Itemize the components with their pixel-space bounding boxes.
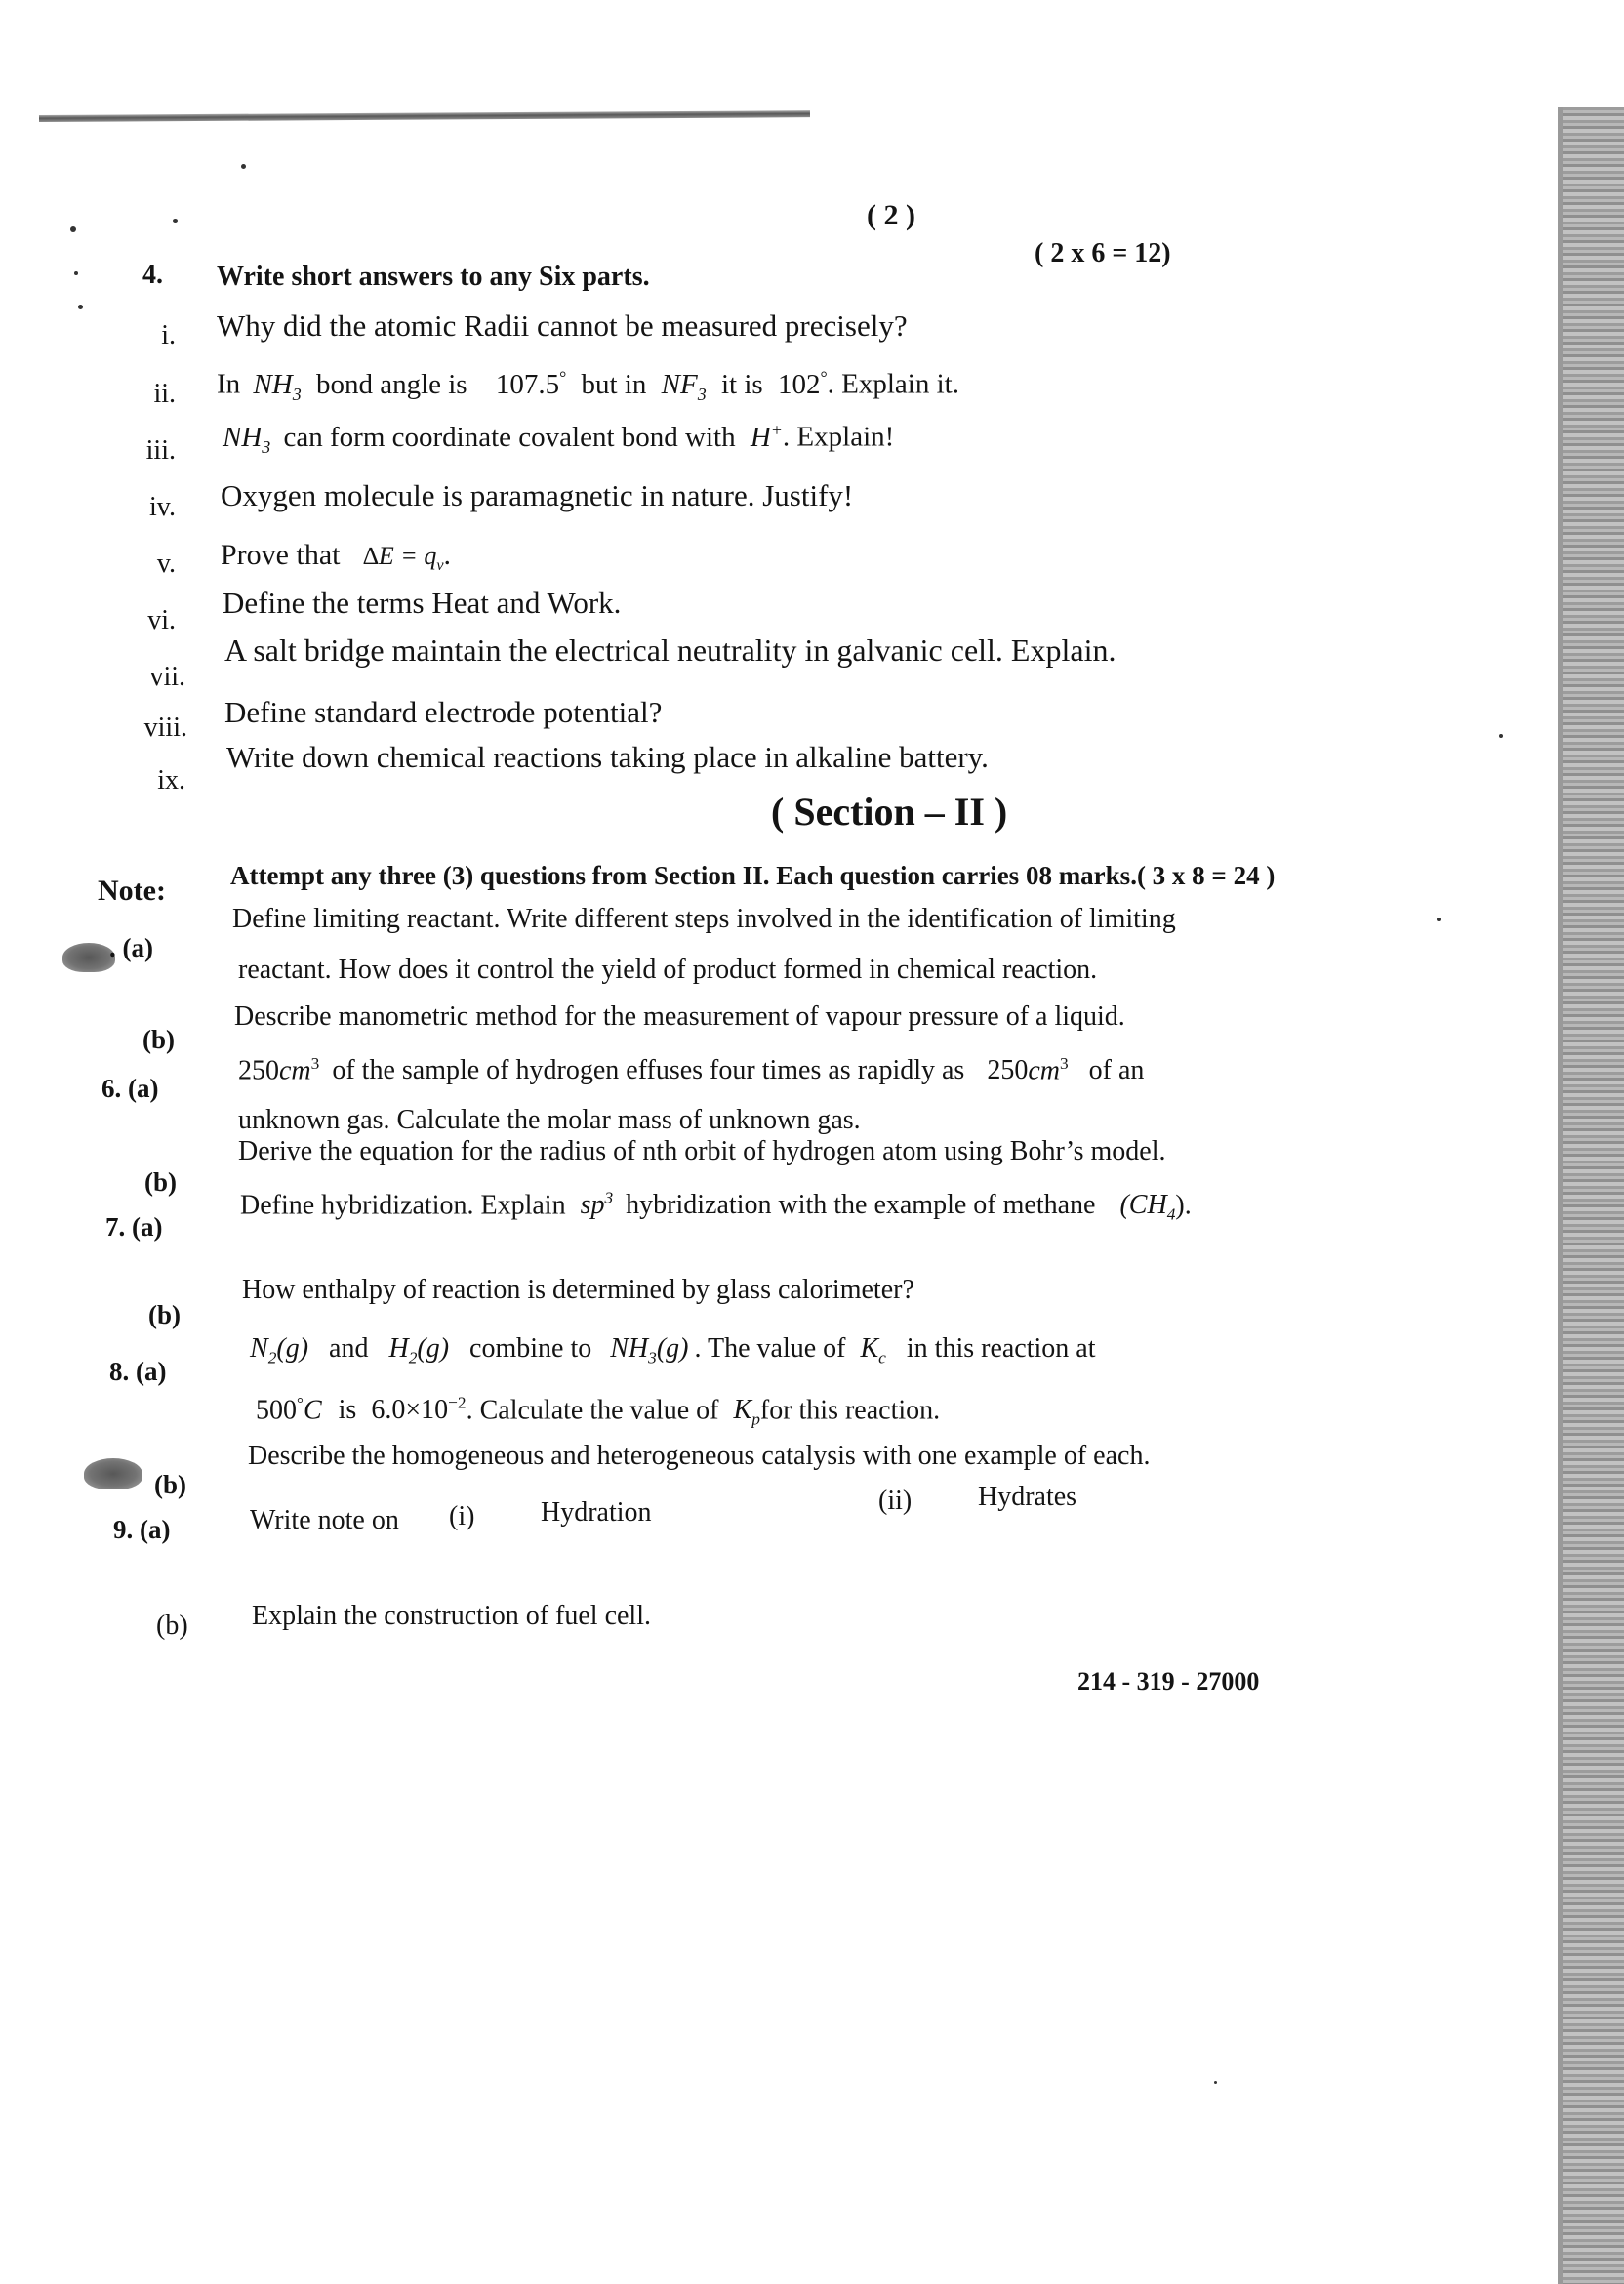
- speck: [78, 305, 83, 309]
- ink-blot: [84, 1458, 142, 1489]
- part-text: In $NH_3$ bond angle is 107.5° but in $NF_3$ it is 102°. Explain it.: [217, 367, 959, 404]
- q8a-line1: $N_2(g)$ and $H_2(g)$ combine to $NH_3(g)$ . The value of $K_c$ in this reaction at: [250, 1333, 1096, 1367]
- speck: [1499, 734, 1503, 738]
- q5a-line2: reactant. How does it control the yield of product formed in chemical reaction.: [238, 955, 1098, 985]
- part-number: iii.: [145, 435, 176, 466]
- q8b-label: (b): [154, 1470, 186, 1499]
- speck: [173, 219, 178, 223]
- part-number: vii.: [149, 662, 185, 692]
- scan-edge: [1563, 107, 1624, 2284]
- ink-blot: [62, 943, 115, 972]
- page-number: ( 2 ): [867, 199, 915, 231]
- section-title: ( Section – II ): [771, 790, 1008, 834]
- q6b-label: (b): [144, 1167, 177, 1197]
- part-text: Define the terms Heat and Work.: [223, 586, 622, 620]
- q5b-label: (b): [142, 1025, 175, 1054]
- q9a-i-label: (i): [449, 1501, 475, 1531]
- q8a-label: 8. (a): [109, 1357, 167, 1386]
- q6a-line2: unknown gas. Calculate the molar mass of unknown gas.: [238, 1105, 861, 1135]
- speck: [70, 226, 76, 232]
- q6a-line1: $250cm^3$ of the sample of hydrogen effuses four times as rapidly as $250cm^3$ of an: [238, 1054, 1145, 1086]
- part-number: ix.: [157, 765, 185, 795]
- question-number-4: 4.: [142, 260, 163, 290]
- part-number: viii.: [143, 713, 187, 743]
- speck: [1437, 918, 1441, 921]
- note-label: Note:: [98, 875, 166, 907]
- part-number: iv.: [149, 492, 176, 522]
- q4-marks: ( 2 x 6 = 12): [1035, 238, 1171, 268]
- note-text: Attempt any three (3) questions from Section II. Each question carries 08 marks.( 3 x 8 = 24 ): [230, 861, 1276, 890]
- part-number: vi.: [147, 605, 176, 635]
- q7a-label: 7. (a): [105, 1212, 163, 1242]
- q8b-text: Describe the homogeneous and heterogeneous catalysis with one example of each.: [248, 1441, 1151, 1471]
- q9a-text: Write note on: [250, 1505, 399, 1535]
- part-text: Oxygen molecule is paramagnetic in nature. Justify!: [221, 478, 854, 512]
- speck: [241, 164, 246, 169]
- q7a-text: Define hybridization. Explain $sp^3$ hybridization with the example of methane $(CH_4)$.: [240, 1189, 1192, 1224]
- q9b-text: Explain the construction of fuel cell.: [252, 1601, 651, 1631]
- part-number: ii.: [153, 379, 176, 409]
- speck: [1214, 2081, 1217, 2084]
- part-text: A salt bridge maintain the electrical neutrality in galvanic cell. Explain.: [224, 632, 1116, 668]
- part-text: Write down chemical reactions taking place in alkaline battery.: [226, 740, 989, 774]
- q9a-label: 9. (a): [113, 1515, 171, 1544]
- part-text: Define standard electrode potential?: [224, 695, 663, 729]
- q9a-i-text: Hydration: [541, 1497, 652, 1528]
- q4-instruction: Write short answers to any Six parts.: [217, 262, 650, 292]
- q6a-label: 6. (a): [102, 1074, 159, 1103]
- top-scan-rule: [39, 110, 810, 122]
- part-text: $NH_3$ can form coordinate covalent bond with H+. Explain!: [223, 420, 895, 457]
- part-text: Why did the atomic Radii cannot be measured precisely?: [217, 308, 908, 343]
- q7b-text: How enthalpy of reaction is determined by glass calorimeter?: [242, 1275, 914, 1305]
- q7b-label: (b): [148, 1300, 181, 1329]
- paper-code: 214 - 319 - 27000: [1077, 1667, 1260, 1695]
- part-number: i.: [161, 320, 176, 350]
- part-number: v.: [156, 549, 176, 579]
- speck: [74, 271, 78, 275]
- part-text: Prove that $\Delta E = q_v$.: [221, 539, 451, 575]
- q5a-label: . (a): [109, 933, 153, 962]
- q5b-text: Describe manometric method for the measurement of vapour pressure of a liquid.: [234, 1001, 1125, 1032]
- q9a-ii-label: (ii): [878, 1486, 913, 1516]
- q6b-text: Derive the equation for the radius of nth orbit of hydrogen atom using Bohr’s model.: [238, 1136, 1166, 1166]
- q9b-label: (b): [156, 1611, 188, 1641]
- q5a-line1: Define limiting reactant. Write different steps involved in the identification of limiting: [232, 904, 1176, 934]
- q8a-line2: 500°C is $6.0\times 10^{-2}$. Calculate the value of $K_pfor$ this reaction.: [256, 1394, 941, 1429]
- q9a-ii-text: Hydrates: [978, 1482, 1077, 1512]
